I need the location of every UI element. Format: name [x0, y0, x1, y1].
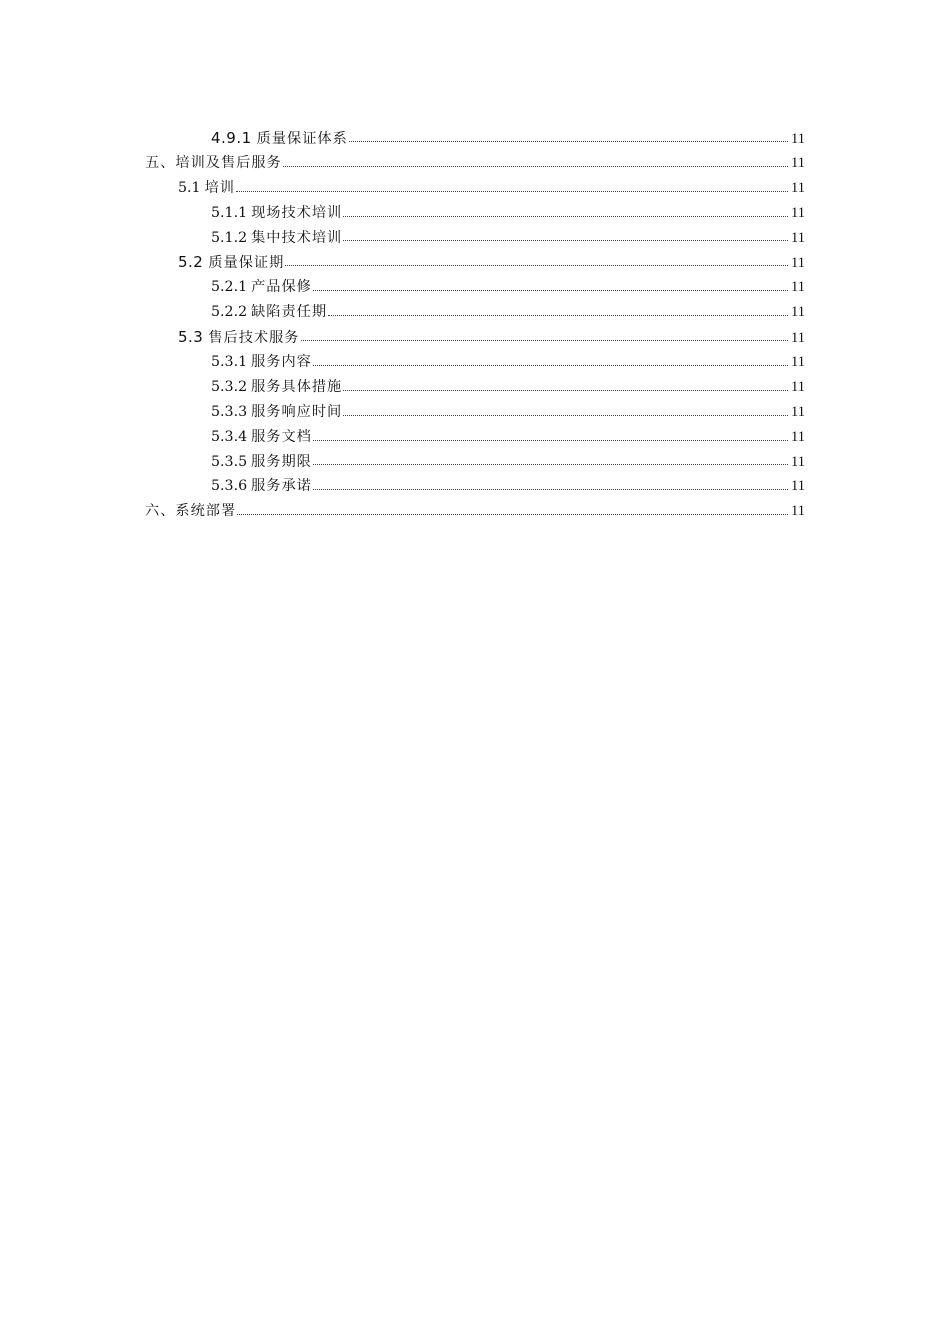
toc-entry-number: 5.3.2	[211, 378, 248, 395]
toc-entry-page-number: 11	[791, 378, 805, 395]
toc-entry-title: 服务具体措施	[251, 378, 343, 395]
toc-entry-title: 产品保修	[251, 279, 312, 296]
toc-entry-page-number: 11	[791, 304, 805, 321]
toc-entry-title: 服务内容	[251, 354, 312, 371]
dot-leader	[236, 189, 788, 192]
toc-entry-page-number: 11	[791, 403, 805, 420]
toc-entry-5-2-1[interactable]	[145, 275, 805, 300]
toc-entry-page-number: 11	[791, 204, 805, 221]
toc-entry-title: 集中技术培训	[251, 229, 343, 246]
toc-entry-title: 服务承诺	[251, 478, 312, 495]
toc-entry-number: 5.2.1	[211, 279, 248, 296]
dot-leader	[343, 413, 788, 416]
dot-leader	[313, 363, 788, 366]
dot-leader	[349, 139, 788, 142]
toc-entry-page-number: 11	[791, 503, 805, 520]
toc-entry-title: 质量保证体系	[256, 131, 348, 147]
toc-entry-chapter-5[interactable]	[145, 151, 805, 176]
toc-entry-number: 5.3.1	[211, 354, 248, 371]
toc-entry-number: 5.1	[178, 179, 201, 196]
dot-leader	[313, 487, 788, 490]
toc-entry-number: 5.2.2	[211, 304, 248, 321]
toc-entry-number: 5.3.3	[211, 403, 248, 420]
toc-entry-page-number: 11	[791, 279, 805, 296]
dot-leader	[285, 263, 788, 266]
toc-entry-chapter-6[interactable]	[145, 499, 805, 524]
toc-entry-page-number: 11	[791, 354, 805, 371]
toc-entry-number: 5.1.2	[211, 229, 248, 246]
toc-entry-5-1[interactable]	[145, 176, 805, 201]
toc-entry-title: 缺陷责任期	[251, 304, 328, 321]
toc-entry-title: 售后技术服务	[208, 330, 300, 347]
dot-leader	[328, 313, 788, 316]
toc-entry-title: 现场技术培训	[251, 204, 343, 221]
toc-entry-5-3-4[interactable]	[145, 425, 805, 450]
toc-entry-title: 质量保证期	[208, 255, 285, 272]
dot-leader	[343, 214, 788, 217]
toc-entry-5-3-1[interactable]	[145, 350, 805, 375]
toc-entry-number: 5.3	[178, 328, 204, 347]
toc-entry-number: 5.3.6	[211, 478, 248, 495]
dot-leader	[313, 288, 788, 291]
toc-entry-page-number: 11	[791, 255, 805, 272]
toc-entry-number: 4.9.1	[211, 129, 252, 147]
toc-entry-page-number: 11	[791, 131, 805, 147]
dot-leader	[343, 388, 788, 391]
table-of-contents	[145, 126, 805, 524]
toc-entry-title: 服务文档	[251, 428, 312, 445]
dot-leader	[313, 438, 788, 441]
dot-leader	[301, 338, 789, 341]
toc-entry-page-number: 11	[791, 428, 805, 445]
dot-leader	[343, 238, 788, 241]
toc-entry-number: 5.2	[178, 253, 204, 272]
dot-leader	[283, 164, 788, 167]
toc-entry-5-2[interactable]	[145, 250, 805, 275]
toc-entry-number: 5.3.4	[211, 428, 248, 445]
toc-entry-title: 培训	[204, 179, 235, 196]
toc-entry-5-3-6[interactable]	[145, 474, 805, 499]
toc-entry-5-3-5[interactable]	[145, 450, 805, 475]
toc-entry-5-2-2[interactable]	[145, 300, 805, 325]
toc-entry-5-1-2[interactable]	[145, 226, 805, 251]
toc-entry-title: 服务响应时间	[251, 403, 343, 420]
toc-entry-page-number: 11	[791, 478, 805, 495]
toc-entry-number: 5.3.5	[211, 453, 248, 470]
toc-entry-number: 5.1.1	[211, 204, 248, 221]
toc-entry-title: 六、系统部署	[145, 503, 237, 520]
toc-entry-page-number: 11	[791, 154, 805, 171]
toc-entry-page-number: 11	[791, 330, 805, 347]
dot-leader	[313, 462, 788, 465]
toc-entry-5-3[interactable]	[145, 325, 805, 350]
dot-leader	[237, 512, 788, 515]
toc-entry-4-9-1[interactable]	[145, 126, 805, 151]
toc-entry-page-number: 11	[791, 229, 805, 246]
toc-entry-5-3-3[interactable]	[145, 400, 805, 425]
toc-entry-5-3-2[interactable]	[145, 375, 805, 400]
toc-entry-title: 服务期限	[251, 453, 312, 470]
toc-entry-5-1-1[interactable]	[145, 201, 805, 226]
toc-entry-page-number: 11	[791, 179, 805, 196]
toc-entry-page-number: 11	[791, 453, 805, 470]
toc-entry-title: 五、培训及售后服务	[145, 154, 282, 171]
